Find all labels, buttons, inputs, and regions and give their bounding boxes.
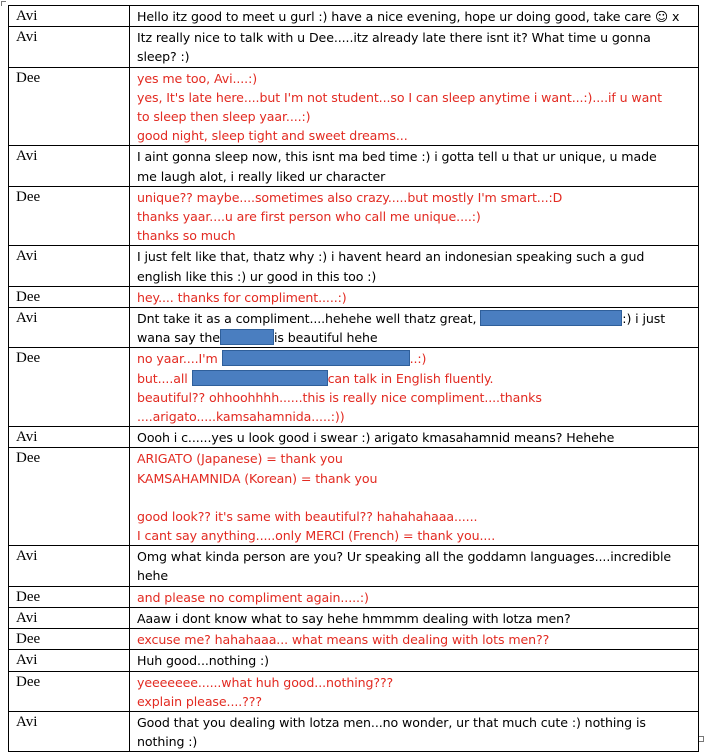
page-corner-mark (1, 1, 6, 6)
message-cell (130, 6, 699, 27)
redaction-block (220, 329, 274, 345)
message-line: Oooh i c......yes u look good i swear :) arigato kmasahamnid means? Hehehe (137, 430, 615, 446)
message-cell (130, 586, 699, 607)
speaker-cell: Avi (9, 308, 130, 348)
message-cell (130, 427, 699, 448)
message-line: good night, sleep tight and sweet dreams... (137, 128, 408, 144)
message-line: explain please....??? (137, 693, 262, 709)
message-text: wana say the (137, 330, 220, 346)
message-text: :) i just (622, 311, 666, 327)
message-line: english like this :) ur good in this too :) (137, 268, 377, 284)
speaker-cell: Avi (9, 427, 130, 448)
message-line: ....arigato.....kamsahamnida.....:)) (137, 409, 345, 425)
chat-transcript-table (8, 5, 699, 752)
message-cell (130, 67, 699, 146)
table-row (9, 186, 699, 246)
message-text: is beautiful hehe (273, 330, 378, 346)
message-cell (130, 711, 699, 751)
speaker-cell: Dee (9, 448, 130, 546)
table-row (9, 286, 699, 307)
table-row (9, 146, 699, 186)
message-cell (130, 629, 699, 650)
speaker-cell: Avi (9, 6, 130, 27)
message-cell (130, 286, 699, 307)
message-line: I cant say anything.....only MERCI (French) = thank you.... (137, 528, 496, 544)
message-cell (130, 146, 699, 186)
message-cell (130, 348, 699, 427)
table-row (9, 586, 699, 607)
speaker-cell: Avi (9, 546, 130, 586)
table-row (9, 711, 699, 751)
message-line: Hello itz good to meet u gurl :) have a nice evening, hope ur doing good, take care ☺ x (137, 9, 680, 24)
speaker-cell: Avi (9, 27, 130, 67)
table-row (9, 546, 699, 586)
message-line: KAMSAHAMNIDA (Korean) = thank you (137, 470, 378, 486)
message-text: Dnt take it as a compliment....hehehe well thatz great, (137, 311, 477, 327)
table-row (9, 607, 699, 628)
message-line (137, 309, 692, 328)
message-line: I just felt like that, thatz why :) i havent heard an indonesian speaking such a gud (137, 249, 645, 265)
message-cell (130, 308, 699, 348)
table-row (9, 27, 699, 67)
message-line: yes me too, Avi....:) (137, 70, 258, 86)
message-line (137, 328, 692, 347)
message-line (137, 349, 692, 368)
table-row (9, 246, 699, 286)
message-line: nothing :) (137, 734, 198, 750)
speaker-cell: Avi (9, 650, 130, 671)
speaker-cell: Avi (9, 246, 130, 286)
message-cell (130, 448, 699, 546)
message-text: no yaar....I'm (137, 351, 218, 367)
message-line: yeeeeeee......what huh good...nothing??? (137, 674, 394, 690)
message-line: unique?? maybe....sometimes also crazy.....but mostly I'm smart...:D (137, 189, 563, 205)
message-line: beautiful?? ohhoohhhh......this is really nice compliment....thanks (137, 389, 542, 405)
message-line: to sleep then sleep yaar....:) (137, 109, 311, 125)
speaker-cell: Dee (9, 629, 130, 650)
table-row (9, 671, 699, 711)
message-line: hey.... thanks for compliment.....:) (137, 289, 347, 305)
message-line: thanks yaar....u are first person who call me unique....:) (137, 209, 481, 225)
table-row (9, 427, 699, 448)
message-cell (130, 671, 699, 711)
message-line (137, 488, 692, 507)
table-row (9, 348, 699, 427)
message-line: Aaaw i dont know what to say hehe hmmmm dealing with lotza men? (137, 610, 571, 626)
message-line: ARIGATO (Japanese) = thank you (137, 451, 343, 467)
table-row (9, 6, 699, 27)
speaker-cell: Dee (9, 348, 130, 427)
message-cell (130, 650, 699, 671)
message-cell (130, 27, 699, 67)
speaker-cell: Avi (9, 607, 130, 628)
speaker-cell: Dee (9, 586, 130, 607)
message-line: Itz really nice to talk with u Dee.....itz already late there isnt it? What time u gonna (137, 30, 651, 46)
message-line: good look?? it's same with beautiful?? hahahahaaa...... (137, 508, 478, 524)
speaker-cell: Avi (9, 146, 130, 186)
message-cell (130, 186, 699, 246)
table-row (9, 448, 699, 546)
message-line: Good that you dealing with lotza men...no wonder, ur that much cute :) nothing is (137, 714, 646, 730)
message-line (137, 369, 692, 388)
table-row (9, 650, 699, 671)
message-text: ..:) (409, 351, 427, 367)
message-cell (130, 607, 699, 628)
redaction-block (222, 350, 410, 366)
message-line: hehe (137, 568, 169, 584)
table-row (9, 67, 699, 146)
message-line: Omg what kinda person are you? Ur speaking all the goddamn languages....incredible (137, 549, 672, 565)
message-line: me laugh alot, i really liked ur character (137, 168, 386, 184)
message-line: I aint gonna sleep now, this isnt ma bed time :) i gotta tell u that ur unique, u made (137, 149, 657, 165)
message-cell (130, 546, 699, 586)
message-line: sleep? :) (137, 49, 190, 65)
message-line: Huh good...nothing :) (137, 653, 269, 669)
redaction-block (480, 310, 622, 326)
message-text: can talk in English fluently. (327, 370, 494, 386)
message-cell (130, 246, 699, 286)
table-row (9, 629, 699, 650)
speaker-cell: Dee (9, 186, 130, 246)
message-line: thanks so much (137, 228, 236, 244)
redaction-block (192, 370, 328, 386)
table-row (9, 308, 699, 348)
message-line: excuse me? hahahaaa... what means with dealing with lots men?? (137, 632, 550, 648)
speaker-cell: Dee (9, 286, 130, 307)
message-line: and please no compliment again.....:) (137, 589, 369, 605)
speaker-cell: Dee (9, 671, 130, 711)
speaker-cell: Dee (9, 67, 130, 146)
speaker-cell: Avi (9, 711, 130, 751)
message-text: but....all (137, 370, 188, 386)
message-line: yes, It's late here....but I'm not student...so I can sleep anytime i want...:)....if u want (137, 89, 662, 105)
